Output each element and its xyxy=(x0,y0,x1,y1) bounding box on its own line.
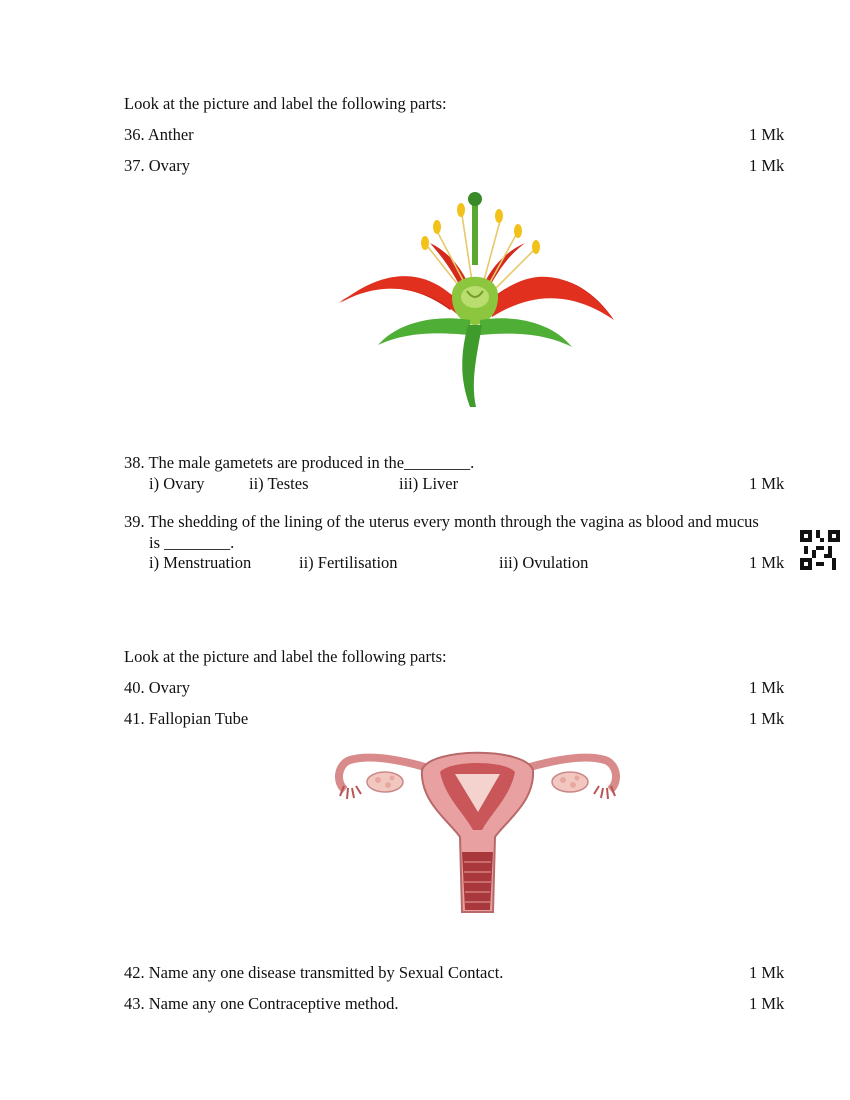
flower-petal-right-front xyxy=(490,277,614,320)
marks-37: 1 Mk xyxy=(749,156,785,175)
question-36: 36. Anther xyxy=(124,125,194,144)
sepal-right xyxy=(480,318,572,347)
question-38: 38. The male gametets are produced in the________. xyxy=(124,453,475,472)
marks-40: 1 Mk xyxy=(749,678,785,697)
q38-option-1: i) Ovary xyxy=(149,474,205,493)
q38-option-3: iii) Liver xyxy=(399,474,459,493)
flower-petal-left-front xyxy=(340,276,460,315)
question-42: 42. Name any one disease transmitted by Sexual Contact. xyxy=(124,963,504,982)
anthers xyxy=(421,203,540,254)
flower-diagram xyxy=(330,185,620,410)
marks-39: 1 Mk xyxy=(749,553,785,572)
question-39-line2: is ________. xyxy=(149,533,235,552)
marks-43: 1 Mk xyxy=(749,994,785,1013)
question-43: 43. Name any one Contraceptive method. xyxy=(124,994,399,1013)
marks-41: 1 Mk xyxy=(749,709,785,728)
q38-option-2: ii) Testes xyxy=(249,474,309,493)
ovary-right xyxy=(552,772,588,792)
flower-stem xyxy=(462,325,482,407)
qr-code-icon xyxy=(800,530,840,570)
q39-option-3: iii) Ovulation xyxy=(499,553,589,572)
sepal-left xyxy=(378,318,470,345)
stigma xyxy=(468,192,482,206)
q39-option-2: ii) Fertilisation xyxy=(299,553,398,572)
question-40: 40. Ovary xyxy=(124,678,190,697)
marks-36: 1 Mk xyxy=(749,125,785,144)
question-41: 41. Fallopian Tube xyxy=(124,709,249,728)
q39-option-1: i) Menstruation xyxy=(149,553,252,572)
section2-instruction: Look at the picture and label the following parts: xyxy=(124,647,447,666)
section1-instruction: Look at the picture and label the following parts: xyxy=(124,94,447,113)
ovary-left xyxy=(367,772,403,792)
marks-38: 1 Mk xyxy=(749,474,785,493)
uterus-diagram xyxy=(330,742,625,917)
question-37: 37. Ovary xyxy=(124,156,190,175)
question-39: 39. The shedding of the lining of the uterus every month through the vagina as blood and mucus xyxy=(124,512,759,531)
vagina xyxy=(462,852,493,910)
marks-42: 1 Mk xyxy=(749,963,785,982)
